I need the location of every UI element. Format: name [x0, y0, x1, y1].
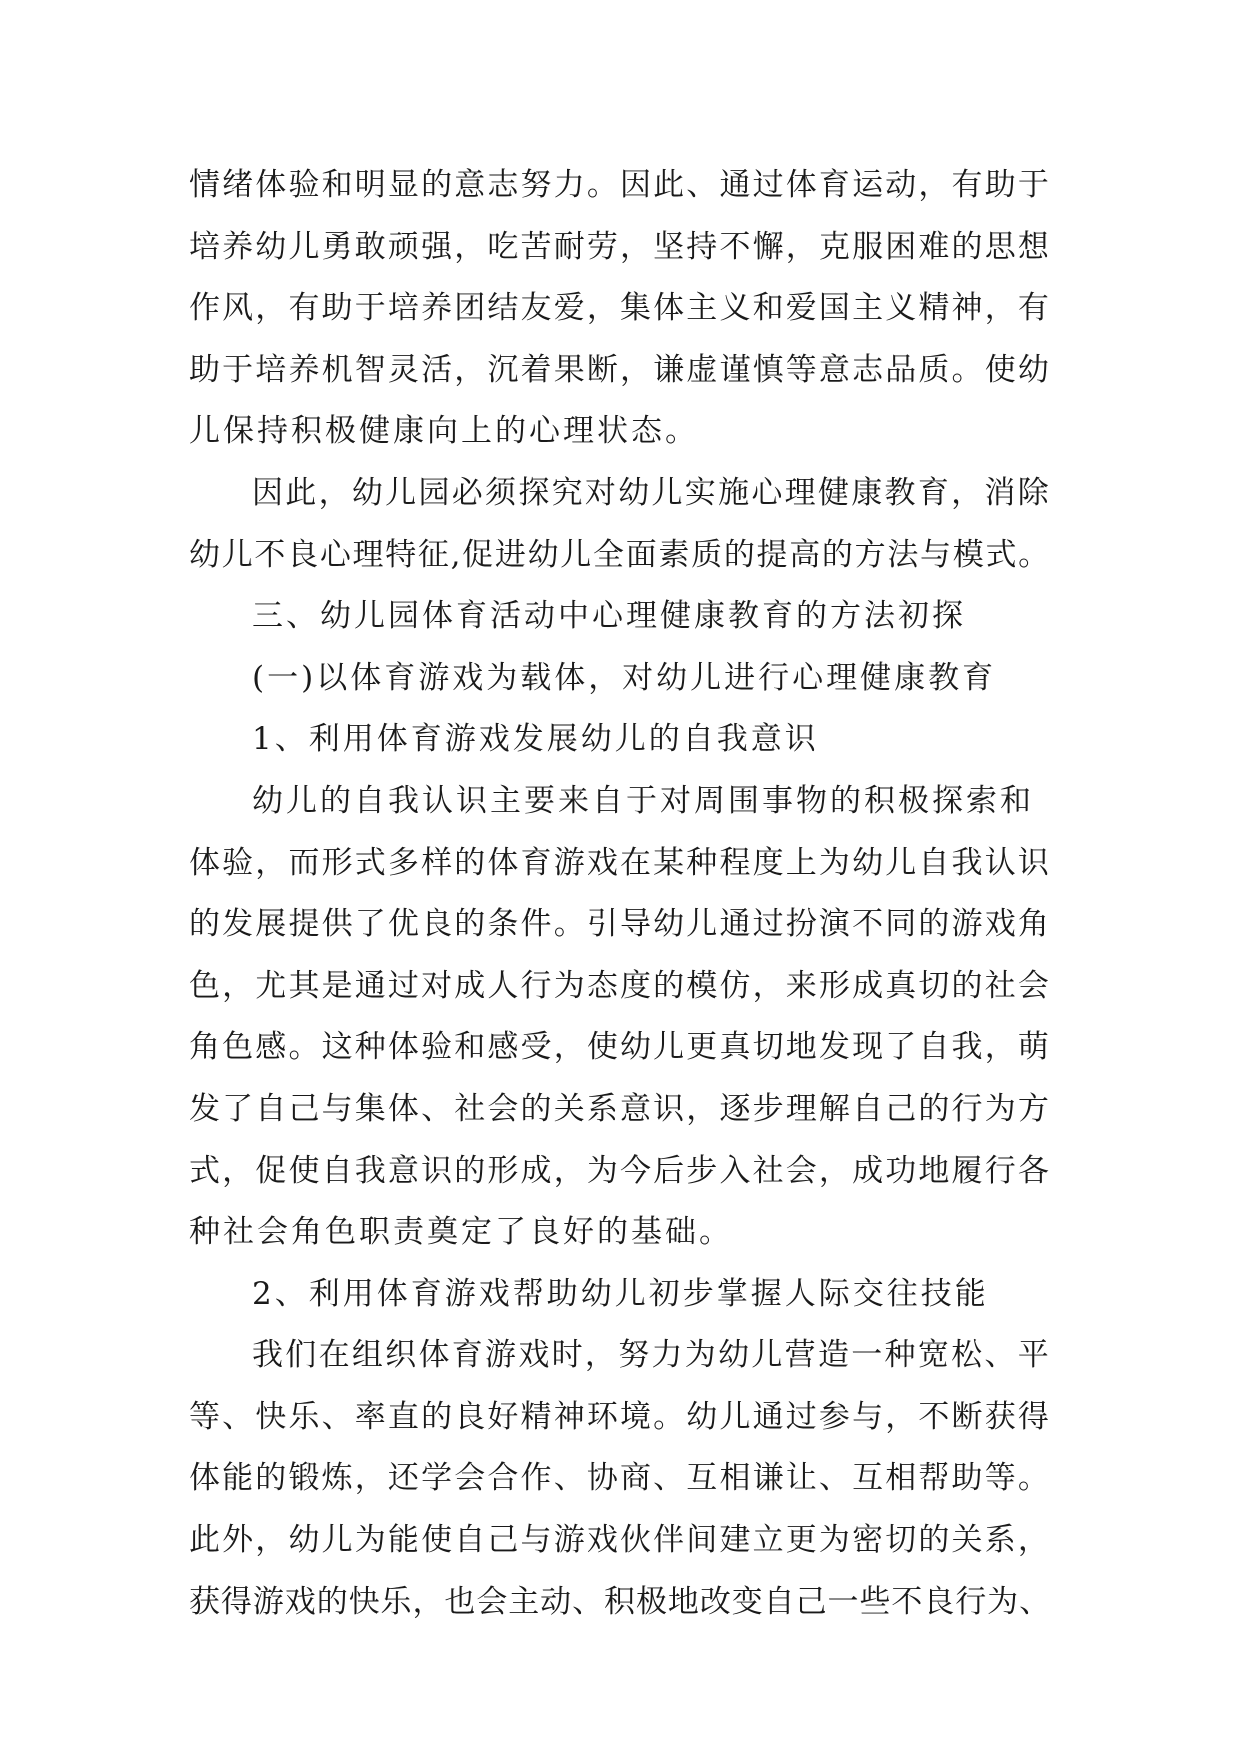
text-line: 获得游戏的快乐，也会主动、积极地改变自己一些不良行为、: [189, 1583, 1051, 1620]
text-line: (一)以体育游戏为载体，对幼儿进行心理健康教育: [252, 659, 997, 696]
text-line: 此外，幼儿为能使自己与游戏伙伴间建立更为密切的关系，: [189, 1522, 1051, 1559]
text-line: 幼儿不良心理特征,促进幼儿全面素质的提高的方法与模式。: [189, 536, 1051, 573]
text-line: 因此，幼儿园必须探究对幼儿实施心理健康教育，消除: [252, 474, 1051, 511]
body-text: [189, 155, 1051, 1633]
text-line: 情绪体验和明显的意志努力。因此、通过体育运动，有助于: [189, 167, 1051, 203]
text-line: 儿保持积极健康向上的心理状态。: [189, 413, 699, 450]
text-line: 1、利用体育游戏发展幼儿的自我意识: [252, 721, 819, 758]
text-line: 2、利用体育游戏帮助幼儿初步掌握人际交往技能: [252, 1275, 989, 1312]
text-line: 体验，而形式多样的体育游戏在某种程度上为幼儿自我认识: [189, 844, 1051, 881]
text-line: 等、快乐、率直的良好精神环境。幼儿通过参与，不断获得: [189, 1398, 1051, 1435]
text-line: 我们在组织体育游戏时，努力为幼儿营造一种宽松、平: [252, 1337, 1051, 1374]
text-line: 式，促使自我意识的形成，为今后步入社会，成功地履行各: [189, 1152, 1051, 1189]
text-line: 幼儿的自我认识主要来自于对周围事物的积极探索和: [252, 782, 1034, 819]
text-line: 体能的锻炼，还学会合作、协商、互相谦让、互相帮助等。: [189, 1460, 1051, 1497]
text-line: 的发展提供了优良的条件。引导幼儿通过扮演不同的游戏角: [189, 906, 1051, 943]
text-line: 三、幼儿园体育活动中心理健康教育的方法初探: [252, 598, 966, 635]
text-line: 发了自己与集体、社会的关系意识，逐步理解自己的行为方: [189, 1090, 1051, 1127]
text-line: 角色感。这种体验和感受，使幼儿更真切地发现了自我，萌: [189, 1029, 1051, 1066]
text-line: 色，尤其是通过对成人行为态度的模仿，来形成真切的社会: [189, 967, 1051, 1004]
text-line: 助于培养机智灵活，沉着果断，谦虚谨慎等意志品质。使幼: [189, 351, 1051, 388]
text-line: 培养幼儿勇敢顽强，吃苦耐劳，坚持不懈，克服困难的思想: [189, 228, 1051, 265]
text-line: 种社会角色职责奠定了良好的基础。: [189, 1214, 733, 1251]
text-line: 作风，有助于培养团结友爱，集体主义和爱国主义精神，有: [189, 290, 1051, 327]
